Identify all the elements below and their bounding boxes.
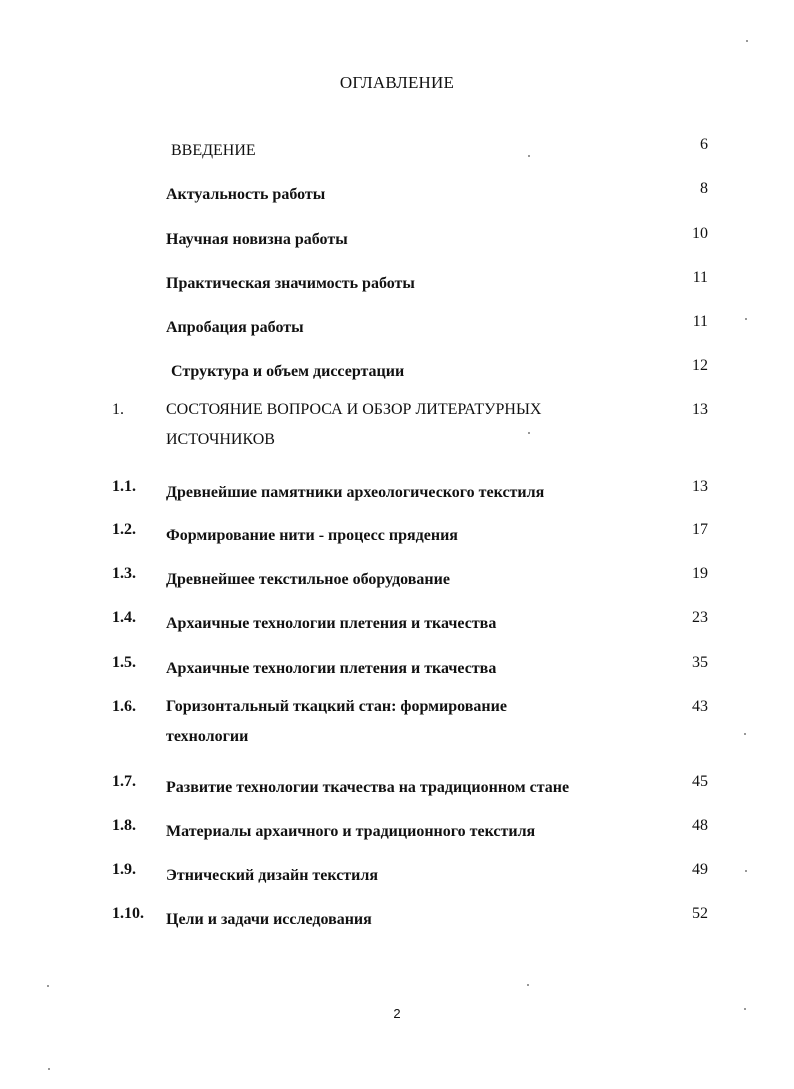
toc-entry-title: Развитие технологии ткачества на традиционном стане	[166, 779, 570, 796]
toc-entry-page: 17	[692, 521, 708, 538]
toc-entry-title-line: СОСТОЯНИЕ ВОПРОСА И ОБЗОР ЛИТЕРАТУРНЫХ	[166, 401, 542, 418]
toc-entry-title: Архаичные технологии плетения и ткачества	[166, 615, 497, 632]
toc-entry-page: 10	[692, 225, 708, 242]
toc-entry-page: 13	[692, 401, 708, 418]
toc-entry-number: 1.5.	[112, 654, 136, 671]
toc-entry-title: Формирование нити - процесс прядения	[166, 527, 458, 544]
toc-entry-page: 11	[692, 269, 708, 286]
toc-entry-title: Практическая значимость работы	[166, 275, 415, 292]
toc-entry-page: 23	[692, 609, 708, 626]
toc-entry-number: 1.10.	[112, 905, 144, 922]
scan-speck	[528, 155, 530, 157]
toc-entry-page: 6	[700, 136, 708, 153]
toc-entry-title: Структура и объем диссертации	[171, 363, 405, 380]
toc-entry-number: 1.3.	[112, 565, 136, 582]
scan-speck	[47, 985, 49, 987]
toc-entry-page: 45	[692, 773, 708, 790]
toc-entry-title: Материалы архаичного и традиционного текстиля	[166, 823, 536, 840]
toc-entry-title	[166, 395, 646, 455]
toc-entry-title: Научная новизна работы	[166, 231, 348, 248]
toc-entry-title: Цели и задачи исследования	[166, 911, 372, 928]
toc-entry-page: 12	[692, 357, 708, 374]
toc-entry-page: 35	[692, 654, 708, 671]
scan-speck	[744, 733, 746, 735]
toc-entry-number: 1.9.	[112, 861, 136, 878]
toc-entry-page: 43	[692, 698, 708, 715]
page-title: ОГЛАВЛЕНИЕ	[339, 73, 455, 92]
toc-entry-page: 49	[692, 861, 708, 878]
toc-entry-title: Этнический дизайн текстиля	[166, 867, 378, 884]
toc-entry-page: 52	[692, 905, 708, 922]
toc-entry-page: 13	[692, 478, 708, 495]
toc-entry-number: 1.	[112, 401, 124, 418]
scan-speck	[745, 870, 747, 872]
toc-entry-page: 8	[700, 180, 708, 197]
toc-entry-number: 1.4.	[112, 609, 136, 626]
toc-entry-number: 1.7.	[112, 773, 136, 790]
toc-entry-number: 1.6.	[112, 698, 136, 715]
scan-speck	[527, 984, 529, 986]
toc-entry-title-line: Горизонтальный ткацкий стан: формирование	[166, 698, 507, 715]
toc-entry-title: Древнейшие памятники археологического текстиля	[166, 484, 545, 501]
scan-speck	[745, 318, 747, 320]
toc-entry-title-line: технологии	[166, 728, 249, 745]
toc-entry-page: 11	[692, 313, 708, 330]
scan-speck	[746, 40, 748, 42]
toc-entry-title-line: ИСТОЧНИКОВ	[166, 431, 275, 448]
toc-entry-number: 1.2.	[112, 521, 136, 538]
toc-entry-title: Актуальность работы	[166, 186, 326, 203]
toc-entry-title: Апробация работы	[166, 319, 304, 336]
toc-entry-page: 19	[692, 565, 708, 582]
scan-speck	[744, 1008, 746, 1010]
toc-entry-title	[166, 692, 646, 752]
toc-entry-title: ВВЕДЕНИЕ	[171, 142, 256, 159]
page-number: 2	[393, 1006, 401, 1021]
toc-entry-page: 48	[692, 817, 708, 834]
toc-entry-number: 1.1.	[112, 478, 136, 495]
toc-entry-title: Древнейшее текстильное оборудование	[166, 571, 450, 588]
toc-entry-title: Архаичные технологии плетения и ткачества	[166, 660, 497, 677]
scan-speck	[48, 1068, 50, 1070]
scan-speck	[528, 432, 530, 434]
toc-entry-number: 1.8.	[112, 817, 136, 834]
